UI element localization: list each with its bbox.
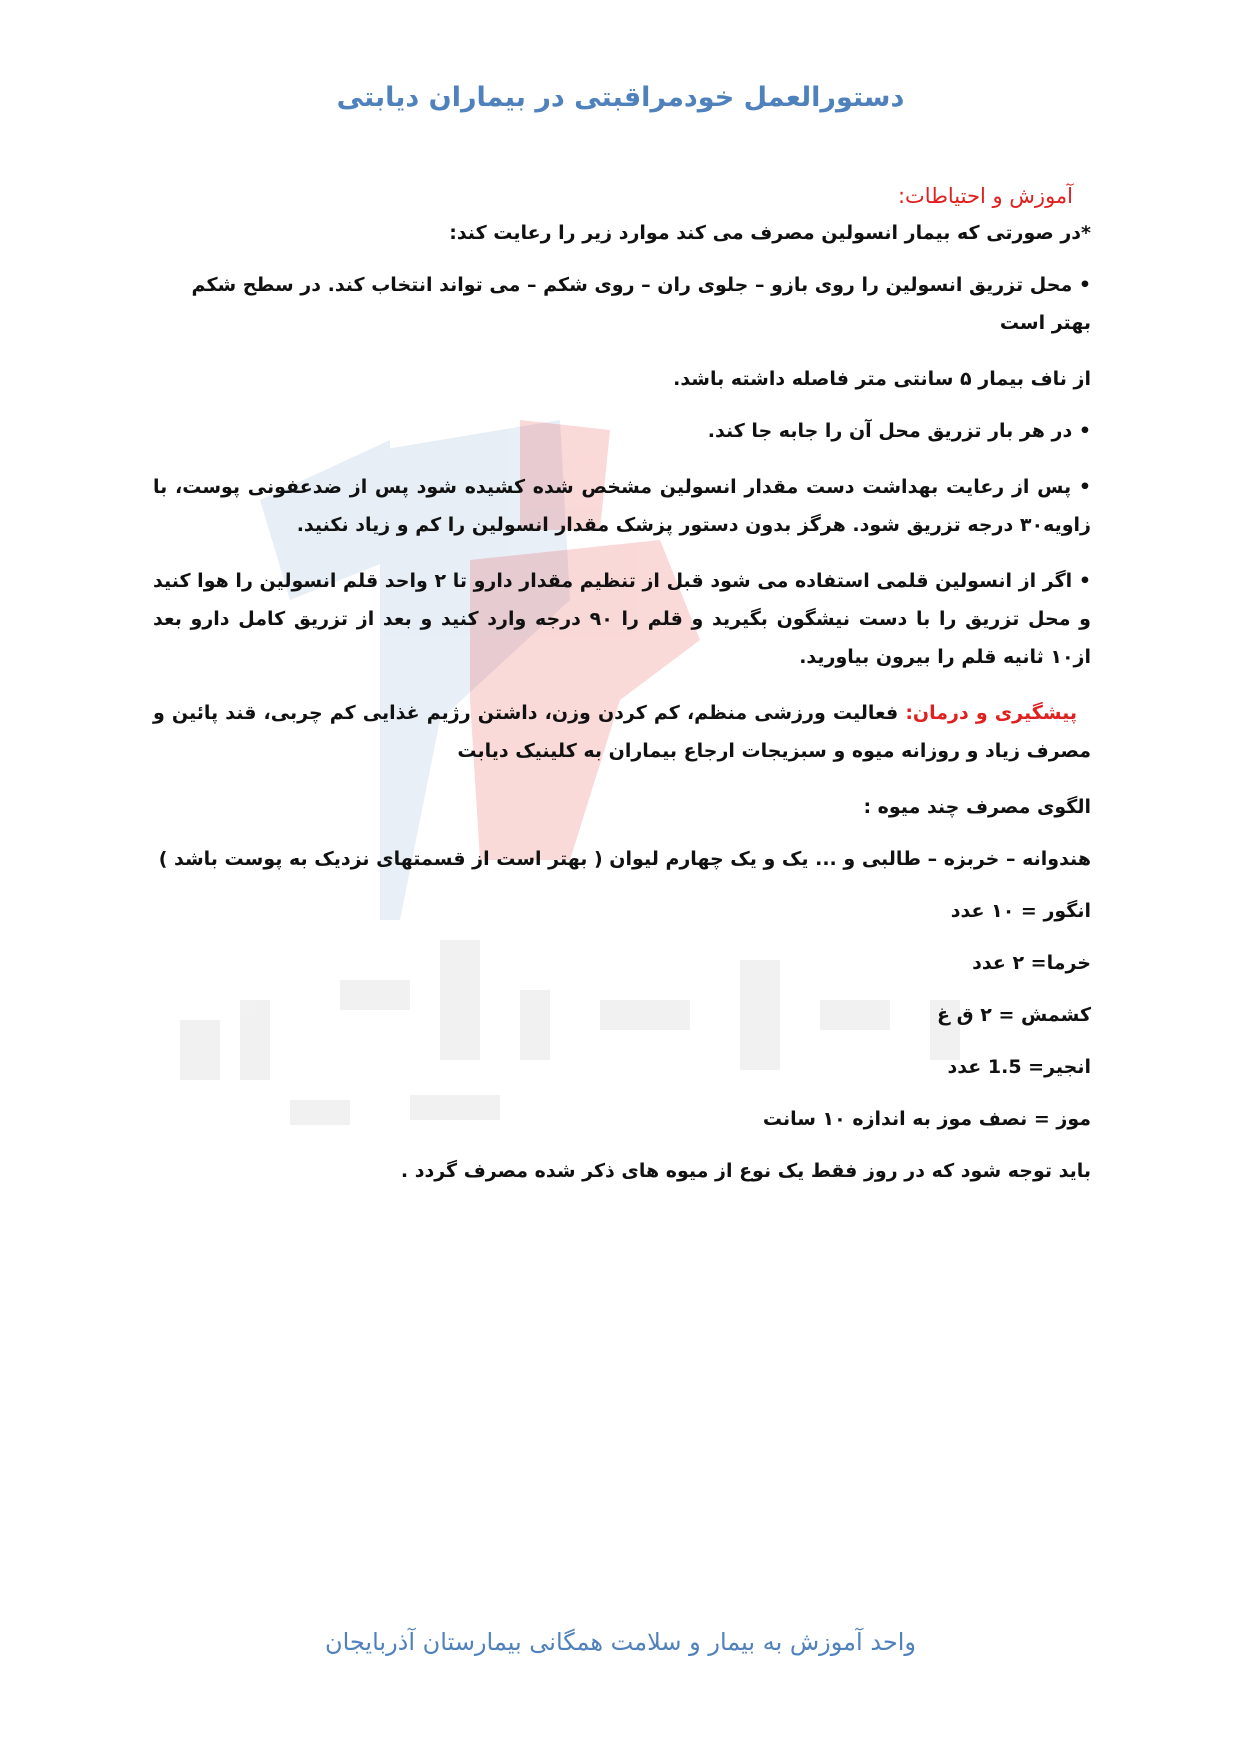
prevention-label: پیشگیری و درمان: xyxy=(905,702,1077,724)
fruit-item-raisin: کشمش = ۲ ق غ xyxy=(937,1004,1091,1026)
document-body xyxy=(153,178,1091,1190)
intro-line: *در صورتی که بیمار انسولین مصرف می کند موارد زیر را رعایت کند: xyxy=(449,222,1091,244)
page-title: دستورالعمل خودمراقبتی در بیماران دیابتی xyxy=(336,82,905,113)
prevention-text: فعالیت ورزشی منظم، کم کردن وزن، داشتن رژیم غذایی کم چربی، قند پائین و مصرف زیاد و روزانه میوه و سبزیجات ارجاع بیماران به کلینیک دیابت xyxy=(153,702,1091,762)
bullet-injection-angle: • پس از رعایت بهداشت دست مقدار انسولین مشخص شده کشیده شود پس از ضدعفونی پوست، با زاویه۳۰ درجه تزریق شود. هرگز بدون دستور پزشک مقدار انسولین را کم و زیاد نکنید. xyxy=(153,476,1091,536)
page-footer: واحد آموزش به بیمار و سلامت همگانی بیمارستان آذربایجان xyxy=(324,1628,917,1656)
bullet-injection-site: • محل تزریق انسولین را روی بازو – جلوی ران – روی شکم – می تواند انتخاب کند. در سطح شکم بهتر است xyxy=(191,274,1091,334)
fruit-item-date: خرما= ۲ عدد xyxy=(972,952,1091,974)
bullet-insulin-pen: • اگر از انسولین قلمی استفاده می شود قبل از تنظیم مقدار دارو تا ۲ واحد قلم انسولین را هوا کنید و محل تزریق را با دست نیشگون بگیرید و قلم را ۹۰ درجه وارد کنید و بعد از تزریق کامل دارو بعد از۱۰ ثانیه قلم را بیرون بیاورید. xyxy=(153,570,1091,668)
prevention-paragraph xyxy=(153,694,1091,770)
fruit-item-grape: انگور = ۱۰ عدد xyxy=(950,900,1091,922)
fruit-heading: الگوی مصرف چند میوه : xyxy=(863,796,1091,818)
bullet-rotate-site: • در هر بار تزریق محل آن را جابه جا کند. xyxy=(707,420,1091,442)
section-heading: آموزش و احتیاطات: xyxy=(897,184,1073,208)
fruit-item-fig: انجیر= 1.5 عدد xyxy=(947,1056,1091,1078)
bullet-injection-site-continued: از ناف بیمار ۵ سانتی متر فاصله داشته باشد. xyxy=(673,368,1091,390)
fruit-note: باید توجه شود که در روز فقط یک نوع از میوه های ذکر شده مصرف گردد . xyxy=(400,1160,1091,1182)
fruit-item-melons: هندوانه – خربزه – طالبی و ... یک و یک چهارم لیوان ( بهتر است از قسمتهای نزدیک به پوست باشد ) xyxy=(158,848,1091,870)
fruit-item-banana: موز = نصف موز به اندازه ۱۰ سانت xyxy=(762,1108,1091,1130)
